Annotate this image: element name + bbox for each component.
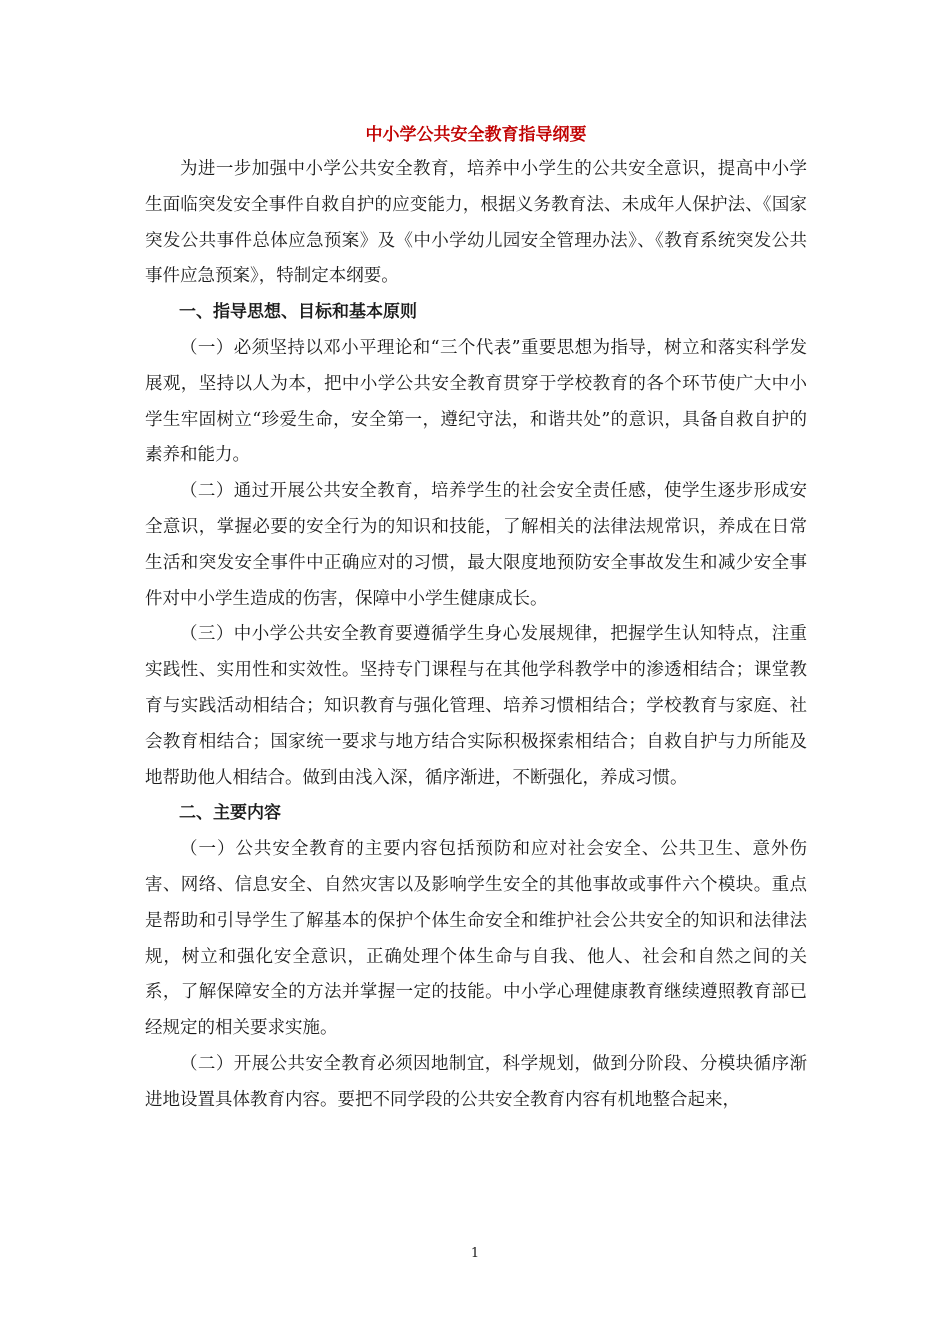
section-heading-1: 一、指导思想、目标和基本原则 (179, 302, 417, 323)
section-heading-2: 二、主要内容 (179, 803, 281, 824)
page-number: 1 (470, 1246, 480, 1261)
document-title: 中小学公共安全教育指导纲要 (365, 125, 587, 145)
section-2-paragraph-2: （二）开展公共安全教育必须因地制宜，科学规划，做到分阶段、分模块循序渐进地设置具体教育内容。要把不同学段的公共安全教育内容有机地整合起来， (145, 1053, 807, 1110)
document-body (145, 118, 807, 1119)
section-1-paragraph-3: （三）中小学公共安全教育要遵循学生身心发展规律，把握学生认知特点，注重实践性、实用性和实效性。坚持专门课程与在其他学科教学中的渗透相结合；课堂教育与实践活动相结合；知识教育与强化管理、培养习惯相结合；学校教育与家庭、社会教育相结合；国家统一要求与地方结合实际积极探索相结合；自救自护与力所能及地帮助他人相结合。做到由浅入深，循序渐进，不断强化，养成习惯。 (145, 624, 807, 788)
section-1-paragraph-1: （一）必须坚持以邓小平理论和“三个代表”重要思想为指导，树立和落实科学发展观，坚持以人为本，把中小学公共安全教育贯穿于学校教育的各个环节使广大中小学生牢固树立“珍爱生命，安全第一，遵纪守法，和谐共处”的意识，具备自救自护的素养和能力。 (145, 337, 807, 466)
intro-paragraph: 为进一步加强中小学公共安全教育，培养中小学生的公共安全意识，提高中小学生面临突发安全事件自救自护的应变能力，根据义务教育法、未成年人保护法、《国家突发公共事件总体应急预案》及《中小学幼儿园安全管理办法》、《教育系统突发公共事件应急预案》，特制定本纲要。 (145, 159, 807, 287)
section-1-paragraph-2: （二）通过开展公共安全教育，培养学生的社会安全责任感，使学生逐步形成安全意识，掌握必要的安全行为的知识和技能，了解相关的法律法规常识，养成在日常生活和突发安全事件中正确应对的习惯，最大限度地预防安全事故发生和减少安全事件对中小学生造成的伤害，保障中小学生健康成长。 (145, 481, 807, 609)
section-2-paragraph-1: （一）公共安全教育的主要内容包括预防和应对社会安全、公共卫生、意外伤害、网络、信息安全、自然灾害以及影响学生安全的其他事故或事件六个模块。重点是帮助和引导学生了解基本的保护个体生命安全和维护社会公共安全的知识和法律法规，树立和强化安全意识，正确处理个体生命与自我、他人、社会和自然之间的关系，了解保障安全的方法并掌握一定的技能。中小学心理健康教育继续遵照教育部已经规定的相关要求实施。 (145, 839, 807, 1039)
